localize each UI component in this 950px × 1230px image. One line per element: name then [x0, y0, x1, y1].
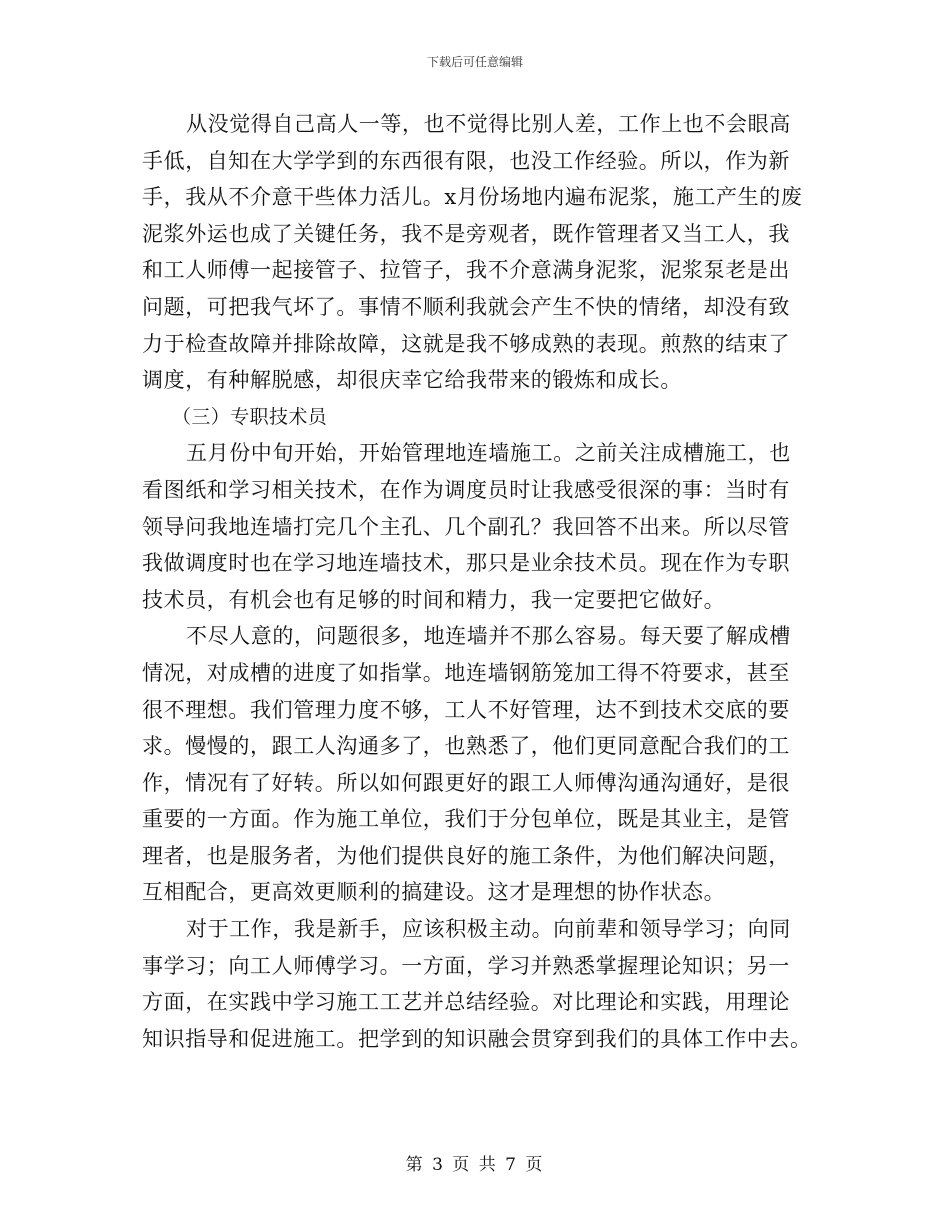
text-line: 对于工作，我是新手，应该积极主动。向前辈和领导学习；向同 — [186, 917, 791, 942]
section-heading-3: （三）专职技术员 — [172, 405, 328, 428]
text-line: 我做调度时也在学习地连墙技术，那只是业余技术员。现在作为专职 — [142, 551, 790, 576]
paragraph-4 — [142, 911, 810, 1057]
text-line: 求。慢慢的，跟工人沟通多了，也熟悉了，他们更同意配合我们的工 — [142, 734, 790, 759]
text-line: 从没觉得自己高人一等，也不觉得比别人差，工作上也不会眼高 — [186, 112, 791, 136]
paragraph-3 — [142, 618, 810, 911]
text-line: 调度，有种解脱感，却很庆幸它给我带来的锻炼和成长。 — [142, 368, 682, 393]
text-line: 看图纸和学习相关技术，在作为调度员时让我感受很深的事：当时有 — [142, 477, 790, 502]
text-line: 重要的一方面。作为施工单位，我们于分包单位，既是其业主，是管 — [142, 807, 790, 832]
text-line: 领导问我地连墙打完几个主孔、几个副孔？我回答不出来。所以尽管 — [142, 514, 790, 539]
paragraph-1 — [142, 106, 810, 399]
text-line: 泥浆外运也成了关键任务，我不是旁观者，既作管理者又当工人，我 — [142, 221, 790, 246]
text-line: 手，我从不介意干些体力活儿。x月份场地内遍布泥浆，施工产生的废 — [142, 185, 803, 210]
page-header-note: 下载后可任意编辑 — [426, 55, 523, 69]
document-body — [142, 106, 810, 1057]
text-line: 很不理想。我们管理力度不够，工人不好管理，达不到技术交底的要 — [142, 697, 790, 722]
text-line: 问题，可把我气坏了。事情不顺利我就会产生不快的情绪，却没有致 — [142, 294, 790, 319]
text-line: 情况，对成槽的进度了如指掌。地连墙钢筋笼加工得不符要求，甚至 — [142, 660, 790, 685]
text-line: 和工人师傅一起接管子、拉管子，我不介意满身泥浆，泥浆泵老是出 — [142, 258, 790, 283]
text-line: 技术员，有机会也有足够的时间和精力，我一定要把它做好。 — [142, 587, 726, 612]
text-line: 作，情况有了好转。所以如何跟更好的跟工人师傅沟通沟通好，是很 — [142, 770, 790, 795]
paragraph-2 — [142, 435, 810, 618]
text-line: 理者，也是服务者，为他们提供良好的施工条件，为他们解决问题， — [142, 843, 790, 868]
text-line: 不尽人意的，问题很多，地连墙并不那么容易。每天要了解成槽 — [186, 624, 791, 649]
text-line: 知识指导和促进施工。把学到的知识融会贯穿到我们的具体工作中去。 — [142, 1026, 812, 1051]
page-number: 第 3 页 共 7 页 — [405, 1155, 545, 1175]
text-line: 五月份中旬开始，开始管理地连墙施工。之前关注成槽施工，也 — [186, 441, 791, 466]
text-line: 事学习；向工人师傅学习。一方面，学习并熟悉掌握理论知识；另一 — [142, 953, 790, 978]
text-line: 方面，在实践中学习施工工艺并总结经验。对比理论和实践，用理论 — [142, 990, 790, 1015]
text-line: 力于检查故障并排除故障，这就是我不够成熟的表现。煎熬的结束了 — [142, 331, 790, 356]
text-line: 手低，自知在大学学到的东西很有限，也没工作经验。所以，作为新 — [142, 148, 790, 173]
text-line: 互相配合，更高效更顺利的搞建设。这才是理想的协作状态。 — [142, 880, 726, 905]
